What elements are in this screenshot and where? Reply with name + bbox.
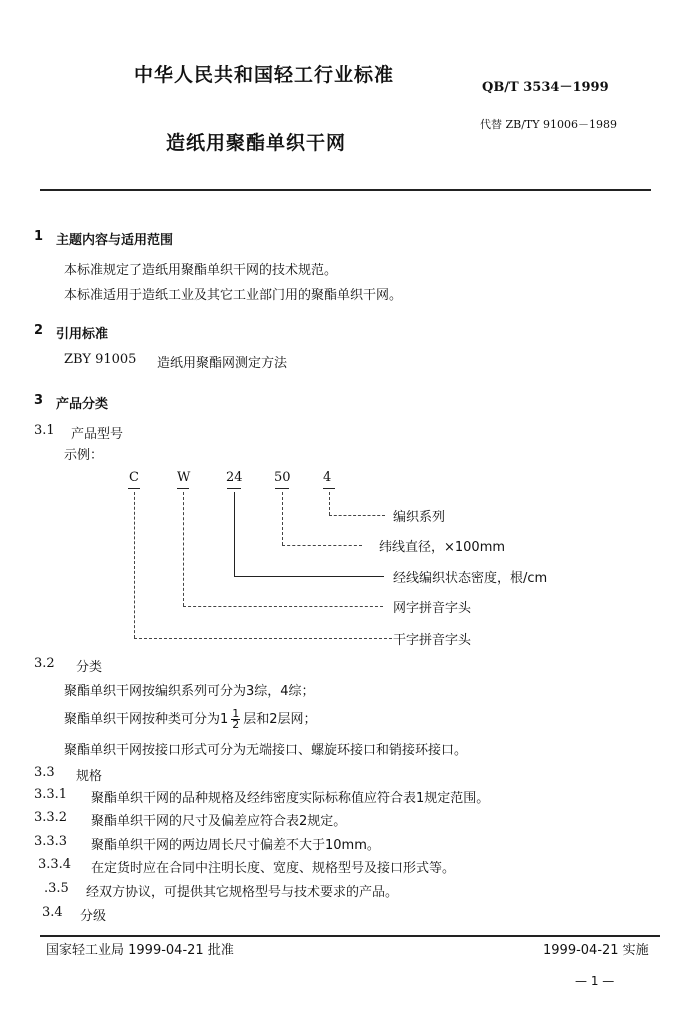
classification-joints: 聚酯单织干网按接口形式可分为无端接口、螺旋环接口和销接环接口。	[64, 743, 468, 758]
section-2-heading: 引用标准	[56, 327, 109, 342]
leader-c-vertical	[134, 492, 135, 638]
item-3-3-2-number: 3.3.2	[34, 810, 68, 825]
fraction-numerator: 1	[232, 707, 240, 720]
issuing-organization: 中华人民共和国轻工行业标准	[134, 64, 395, 86]
classification-series: 聚酯单织干网按编织系列可分为3综，4综；	[64, 684, 315, 699]
replaces-standard: 代替 ZB/TY 91006－1989	[480, 118, 618, 131]
leader-density-vertical	[234, 492, 235, 576]
label-warp-density: 经线编织状态密度，根/cm	[393, 571, 548, 586]
section-3-1-number: 3.1	[34, 423, 55, 438]
section-3-number: 3	[34, 393, 44, 408]
code-diameter: 50	[274, 470, 291, 485]
section-3-4-heading: 分级	[80, 909, 107, 924]
item-3-3-5-number: .3.5	[44, 881, 69, 896]
leader-density-horizontal	[234, 576, 384, 577]
section-1-paragraph-1: 本标准规定了造纸用聚酯单织干网的技术规范。	[64, 263, 338, 278]
leader-w-vertical	[183, 492, 184, 606]
item-3-3-1-number: 3.3.1	[34, 787, 68, 802]
section-3-2-heading: 分类	[76, 660, 103, 675]
effective-date: 1999-04-21 实施	[543, 943, 649, 958]
code-tick-series	[323, 488, 335, 489]
label-gan-pinyin: 干字拼音字头	[393, 633, 472, 648]
classification-layers-text-end: 层和2层网；	[243, 712, 317, 727]
item-3-3-2-text: 聚酯单织干网的尺寸及偏差应符合表2规定。	[91, 814, 347, 829]
leader-series-horizontal	[329, 515, 385, 516]
header-rule	[40, 189, 651, 191]
label-weft-diameter: 纬线直径，×100mm	[379, 540, 506, 555]
section-1-paragraph-2: 本标准适用于造纸工业及其它工业部门用的聚酯单织干网。	[64, 288, 403, 303]
section-3-4-number: 3.4	[42, 905, 63, 920]
section-3-1-heading: 产品型号	[71, 427, 124, 442]
code-series: 4	[323, 470, 332, 485]
leader-w-horizontal	[183, 606, 383, 607]
reference-title: 造纸用聚酯网测定方法	[157, 356, 288, 371]
classification-layers-text: 聚酯单织干网按种类可分为1	[64, 712, 229, 727]
section-3-3-number: 3.3	[34, 765, 55, 780]
page-number: — 1 —	[575, 974, 615, 988]
leader-diameter-horizontal	[282, 545, 362, 546]
reference-code: ZBY 91005	[64, 352, 137, 367]
section-1-heading: 主题内容与适用范围	[56, 233, 174, 248]
fraction-one-half	[231, 709, 240, 730]
item-3-3-3-number: 3.3.3	[34, 834, 68, 849]
leader-series-vertical	[329, 492, 330, 515]
code-tick-density	[227, 488, 241, 489]
classification-layers	[64, 708, 317, 730]
item-3-3-1-text: 聚酯单织干网的品种规格及经纬密度实际标称值应符合表1规定范围。	[91, 791, 490, 806]
code-letter-w: W	[177, 470, 191, 485]
code-tick-w	[177, 488, 189, 489]
leader-c-horizontal	[134, 638, 392, 639]
label-wang-pinyin: 网字拼音字头	[393, 601, 472, 616]
code-letter-c: C	[129, 470, 139, 485]
approval-line: 国家轻工业局 1999-04-21 批准	[46, 943, 234, 958]
section-2-number: 2	[34, 323, 44, 338]
item-3-3-4-text: 在定货时应在合同中注明长度、宽度、规格型号及接口形式等。	[91, 861, 456, 876]
item-3-3-5-text: 经双方协议，可提供其它规格型号与技术要求的产品。	[86, 885, 399, 900]
section-3-2-number: 3.2	[34, 656, 55, 671]
code-density: 24	[226, 470, 243, 485]
section-3-3-heading: 规格	[76, 769, 103, 784]
section-3-heading: 产品分类	[56, 397, 109, 412]
leader-diameter-vertical	[282, 492, 283, 545]
example-label: 示例：	[64, 448, 104, 463]
code-tick-c	[128, 488, 140, 489]
fraction-denominator: 2	[232, 718, 240, 731]
item-3-3-4-number: 3.3.4	[38, 857, 72, 872]
section-1-number: 1	[34, 229, 44, 244]
footer-rule	[40, 935, 660, 937]
label-weave-series: 编织系列	[393, 510, 446, 525]
code-tick-diameter	[275, 488, 289, 489]
item-3-3-3-text: 聚酯单织干网的两边周长尺寸偏差不大于10mm。	[91, 838, 380, 853]
standard-code: QB/T 3534－1999	[482, 80, 609, 95]
document-title: 造纸用聚酯单织干网	[166, 132, 347, 154]
